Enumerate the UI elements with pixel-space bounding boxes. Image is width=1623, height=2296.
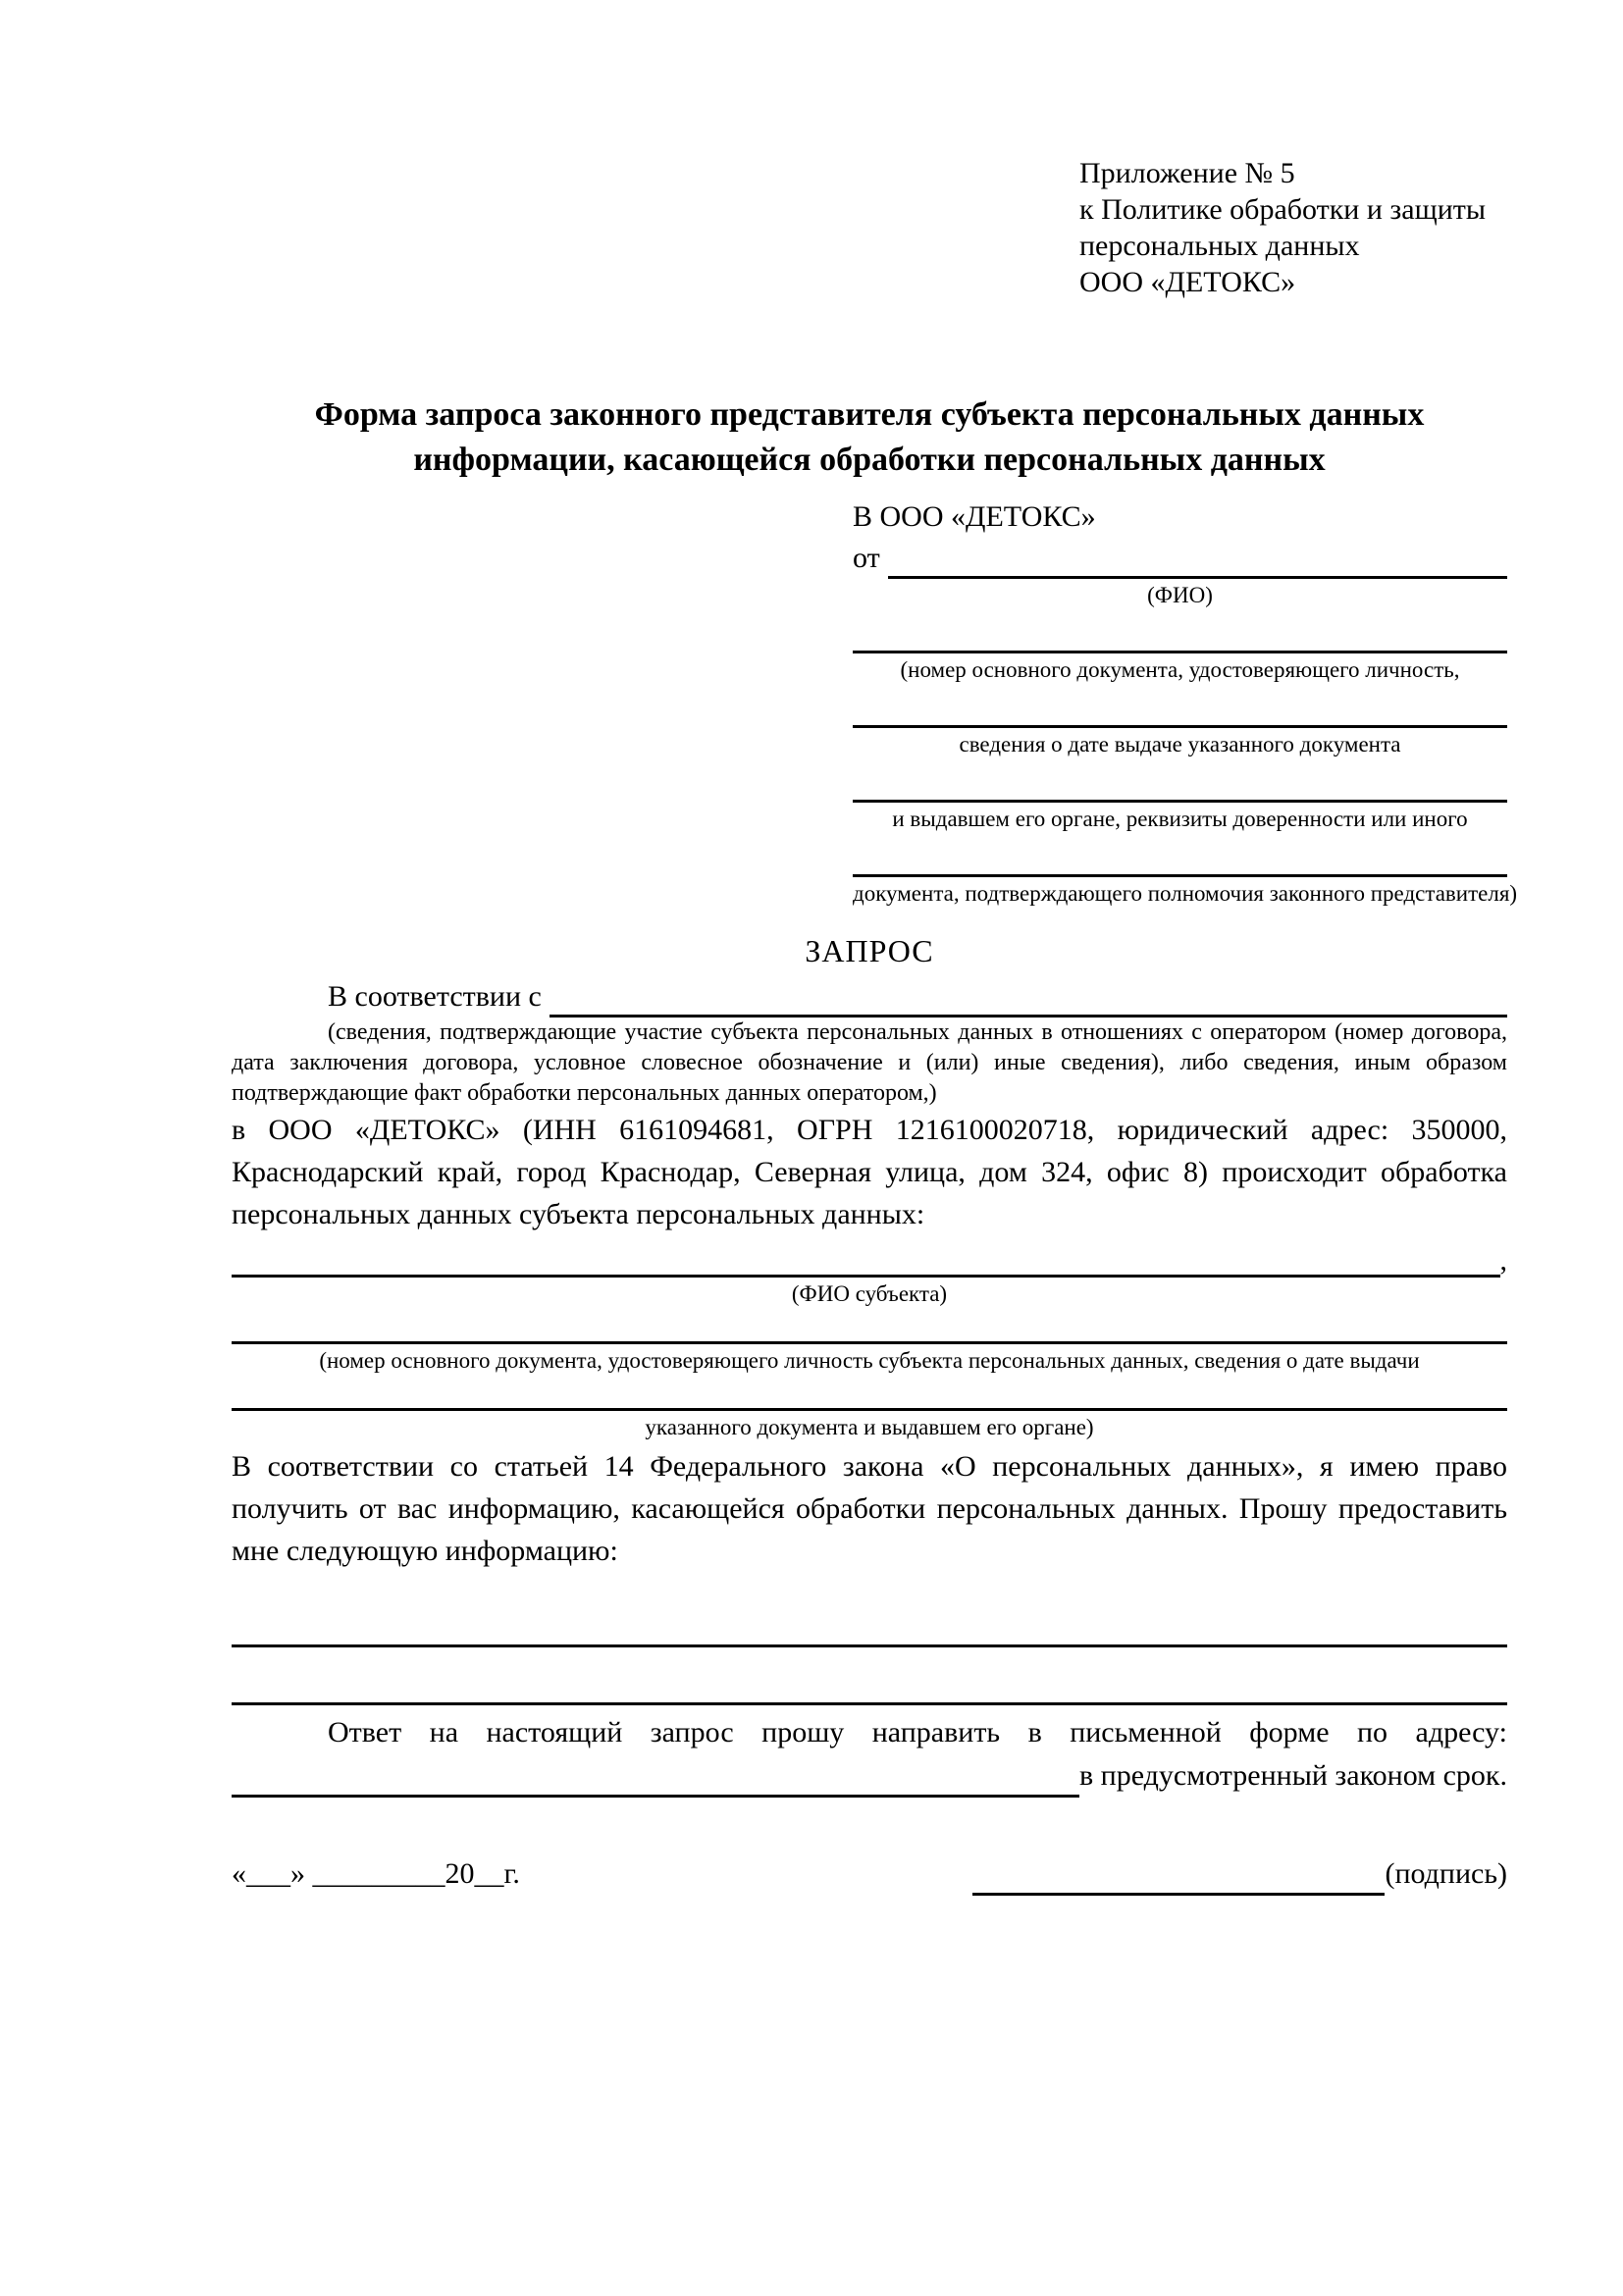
annex-line-3: персональных данных	[1079, 230, 1360, 262]
subject-doc-caption-2: указанного документа и выдавшем его органе)	[645, 1415, 1094, 1439]
requested-info-blank-line-2	[232, 1647, 1507, 1705]
from-label: от	[853, 542, 880, 574]
representative-doc-caption-4: документа, подтверждающего полномочия законного представителя)	[853, 881, 1518, 906]
representative-doc-blank-line-4	[853, 833, 1507, 877]
signature-blank-line	[972, 1857, 1385, 1896]
subject-doc-blank-line-2	[232, 1375, 1507, 1411]
intro-blank-line	[550, 981, 1507, 1018]
operator-paragraph: в ООО «ДЕТОКС» (ИНН 6161094681, ОГРН 1216100020718, юридический адрес: 350000, Краснодарский край, город Краснодар, Северная улица, дом 324, офис 8) происходит обработка персональных данных субъекта персональных данных:	[232, 1114, 1507, 1230]
subject-fio-trailing-comma: ,	[1499, 1244, 1507, 1277]
annex-line-2: к Политике обработки и защиты	[1079, 193, 1487, 226]
intro-label: В соответствии с	[328, 980, 542, 1013]
representative-doc-caption-2: сведения о дате выдаче указанного документа	[959, 732, 1401, 757]
signature-cell	[972, 1852, 1507, 1896]
reply-address-blank-line	[232, 1755, 1079, 1798]
reply-paragraph: Ответ на настоящий запрос прошу направить в письменной форме по адресу:	[328, 1716, 1507, 1748]
subject-fio-row	[232, 1241, 1507, 1278]
reply-address-row	[232, 1754, 1507, 1798]
request-heading: ЗАПРОС	[805, 933, 934, 968]
addressee-organization: В ООО «ДЕТОКС»	[853, 500, 1096, 533]
law-paragraph: В соответствии со статьей 14 Федерального закона «О персональных данных», я имею право получить от вас информацию, касающейся обработки персональных данных. Прошу предоставить мне следующую информацию:	[232, 1450, 1507, 1567]
subject-fio-blank-line	[232, 1241, 1500, 1278]
subject-doc-blank-line-1	[232, 1308, 1507, 1344]
intro-row	[232, 976, 1507, 1018]
reply-tail-text: в предусмотренный законом срок.	[1079, 1759, 1507, 1792]
annex-note	[1079, 155, 1507, 300]
representative-doc-blank-line-2	[853, 684, 1507, 728]
signature-caption: (подпись)	[1385, 1857, 1507, 1890]
annex-line-4: ООО «ДЕТОКС»	[1079, 266, 1296, 298]
date-blank: «___» _________20__г.	[232, 1857, 520, 1890]
representative-doc-caption-1: (номер основного документа, удостоверяющего личность,	[900, 657, 1460, 682]
page-title-line-1: Форма запроса законного представителя субъекта персональных данных	[314, 396, 1425, 433]
subject-fio-caption: (ФИО субъекта)	[791, 1281, 948, 1306]
requested-info-blank-line-1	[232, 1611, 1507, 1647]
intro-footnote: (сведения, подтверждающие участие субъекта персональных данных в отношениях с оператором (номер договора, дата заключения договора, условное словесное обозначение и (или) иные сведения), либо сведения, иным образом подтверждающие факт обработки персональных данных оператором,)	[232, 1019, 1507, 1106]
representative-doc-blank-line-3	[853, 758, 1507, 803]
page-title-line-2: информации, касающейся обработки персональных данных	[413, 442, 1326, 478]
representative-doc-caption-3: и выдавшем его органе, реквизиты доверенности или иного	[892, 807, 1468, 831]
date-signature-row	[232, 1852, 1507, 1896]
annex-line-1: Приложение № 5	[1079, 157, 1295, 189]
subject-doc-caption-1: (номер основного документа, удостоверяющего личность субъекта персональных данных, сведения о дате выдачи	[319, 1348, 1420, 1373]
fio-blank-line	[888, 543, 1507, 579]
page-title	[232, 392, 1507, 483]
from-row	[853, 538, 1507, 579]
representative-doc-blank-line-1	[853, 609, 1507, 653]
addressee-block	[853, 496, 1518, 908]
fio-caption: (ФИО)	[1147, 583, 1213, 607]
